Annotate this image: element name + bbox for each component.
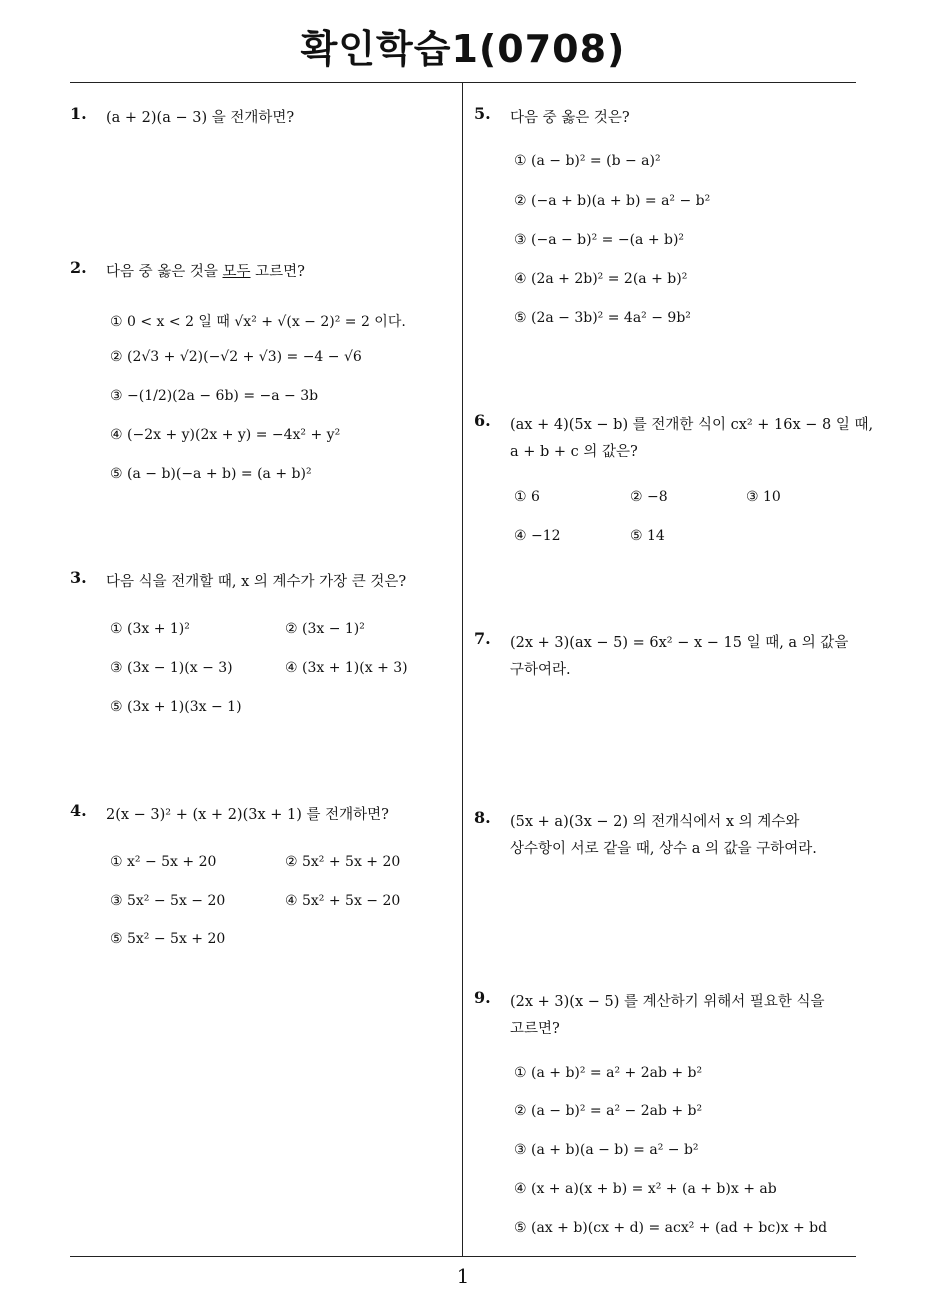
option-3: ③ (−a − b)² = −(a + b)² <box>514 232 685 248</box>
option-5: ⑤ (2a − 3b)² = 4a² − 9b² <box>514 310 691 326</box>
option-4: ④ (−2x + y)(2x + y) = −4x² + y² <box>110 427 341 443</box>
option-3: ③ −(1/2)(2a − 6b) = −a − 3b <box>110 388 319 404</box>
question-stem: (2x + 3)(x − 5) 를 계산하기 위해서 필요한 식을 <box>510 994 825 1010</box>
question-stem: 다음 중 옳은 것은? <box>510 110 630 126</box>
question-stem-line2: a + b + c 의 값은? <box>510 444 638 460</box>
stem-text: 고르면? <box>250 264 305 280</box>
option-2: ② (2√3 + √2)(−√2 + √3) = −4 − √6 <box>110 349 362 365</box>
question-number: 4. <box>70 801 87 820</box>
option-4: ④ −12 <box>514 528 561 544</box>
option-3: ③ 10 <box>746 489 781 505</box>
question-number: 9. <box>474 988 491 1007</box>
footer-divider <box>70 1256 856 1257</box>
option-2: ② (3x − 1)² <box>285 621 365 637</box>
option-1: ① 0 < x < 2 일 때 √x² + √(x − 2)² = 2 이다. <box>110 314 406 330</box>
question-stem: 다음 식을 전개할 때, x 의 계수가 가장 큰 것은? <box>106 574 407 590</box>
question-stem: (5x + a)(3x − 2) 의 전개식에서 x 의 계수와 <box>510 814 800 830</box>
question-number: 6. <box>474 411 491 430</box>
question-stem <box>106 259 305 286</box>
option-3: ③ 5x² − 5x − 20 <box>110 893 226 909</box>
question-stem: (a + 2)(a − 3) 을 전개하면? <box>106 110 295 126</box>
question-number: 3. <box>70 568 87 587</box>
question-stem-line2: 구하여라. <box>510 662 571 678</box>
option-1: ① (a + b)² = a² + 2ab + b² <box>514 1065 703 1081</box>
option-5: ⑤ 14 <box>630 528 665 544</box>
question-stem: (ax + 4)(5x − b) 를 전개한 식이 cx² + 16x − 8 일 때, <box>510 417 874 433</box>
option-5: ⑤ 5x² − 5x + 20 <box>110 931 226 947</box>
option-4: ④ (2a + 2b)² = 2(a + b)² <box>514 271 688 287</box>
header-divider <box>70 82 856 83</box>
question-number: 8. <box>474 808 491 827</box>
option-1: ① (3x + 1)² <box>110 621 190 637</box>
option-5: ⑤ (a − b)(−a + b) = (a + b)² <box>110 466 312 482</box>
option-1: ① 6 <box>514 489 540 505</box>
question-number: 1. <box>70 104 87 123</box>
question-number: 2. <box>70 258 87 277</box>
option-2: ② (a − b)² = a² − 2ab + b² <box>514 1103 703 1119</box>
question-stem-line2: 고르면? <box>510 1021 560 1037</box>
option-2: ② (−a + b)(a + b) = a² − b² <box>514 193 711 209</box>
option-1: ① (a − b)² = (b − a)² <box>514 153 661 169</box>
column-divider <box>462 83 463 1257</box>
option-2: ② −8 <box>630 489 668 505</box>
question-number: 7. <box>474 629 491 648</box>
option-1: ① x² − 5x + 20 <box>110 854 217 870</box>
option-4: ④ (x + a)(x + b) = x² + (a + b)x + ab <box>514 1181 777 1197</box>
option-2: ② 5x² + 5x + 20 <box>285 854 401 870</box>
option-4: ④ 5x² + 5x − 20 <box>285 893 401 909</box>
option-3: ③ (3x − 1)(x − 3) <box>110 660 233 676</box>
question-stem-line2: 상수항이 서로 같을 때, 상수 a 의 값을 구하여라. <box>510 841 817 857</box>
page-title: 확인학습1(0708) <box>300 27 626 71</box>
question-stem: (2x + 3)(ax − 5) = 6x² − x − 15 일 때, a 의 값을 <box>510 635 849 651</box>
page-number: 1 <box>456 1264 470 1288</box>
stem-underlined-word: 모두 <box>222 264 251 280</box>
option-5: ⑤ (ax + b)(cx + d) = acx² + (ad + bc)x + bd <box>514 1220 828 1236</box>
option-5: ⑤ (3x + 1)(3x − 1) <box>110 699 242 715</box>
option-4: ④ (3x + 1)(x + 3) <box>285 660 408 676</box>
question-stem: 2(x − 3)² + (x + 2)(3x + 1) 를 전개하면? <box>106 807 389 823</box>
stem-text: 다음 중 옳은 것을 <box>106 264 223 280</box>
question-number: 5. <box>474 104 491 123</box>
option-3: ③ (a + b)(a − b) = a² − b² <box>514 1142 699 1158</box>
